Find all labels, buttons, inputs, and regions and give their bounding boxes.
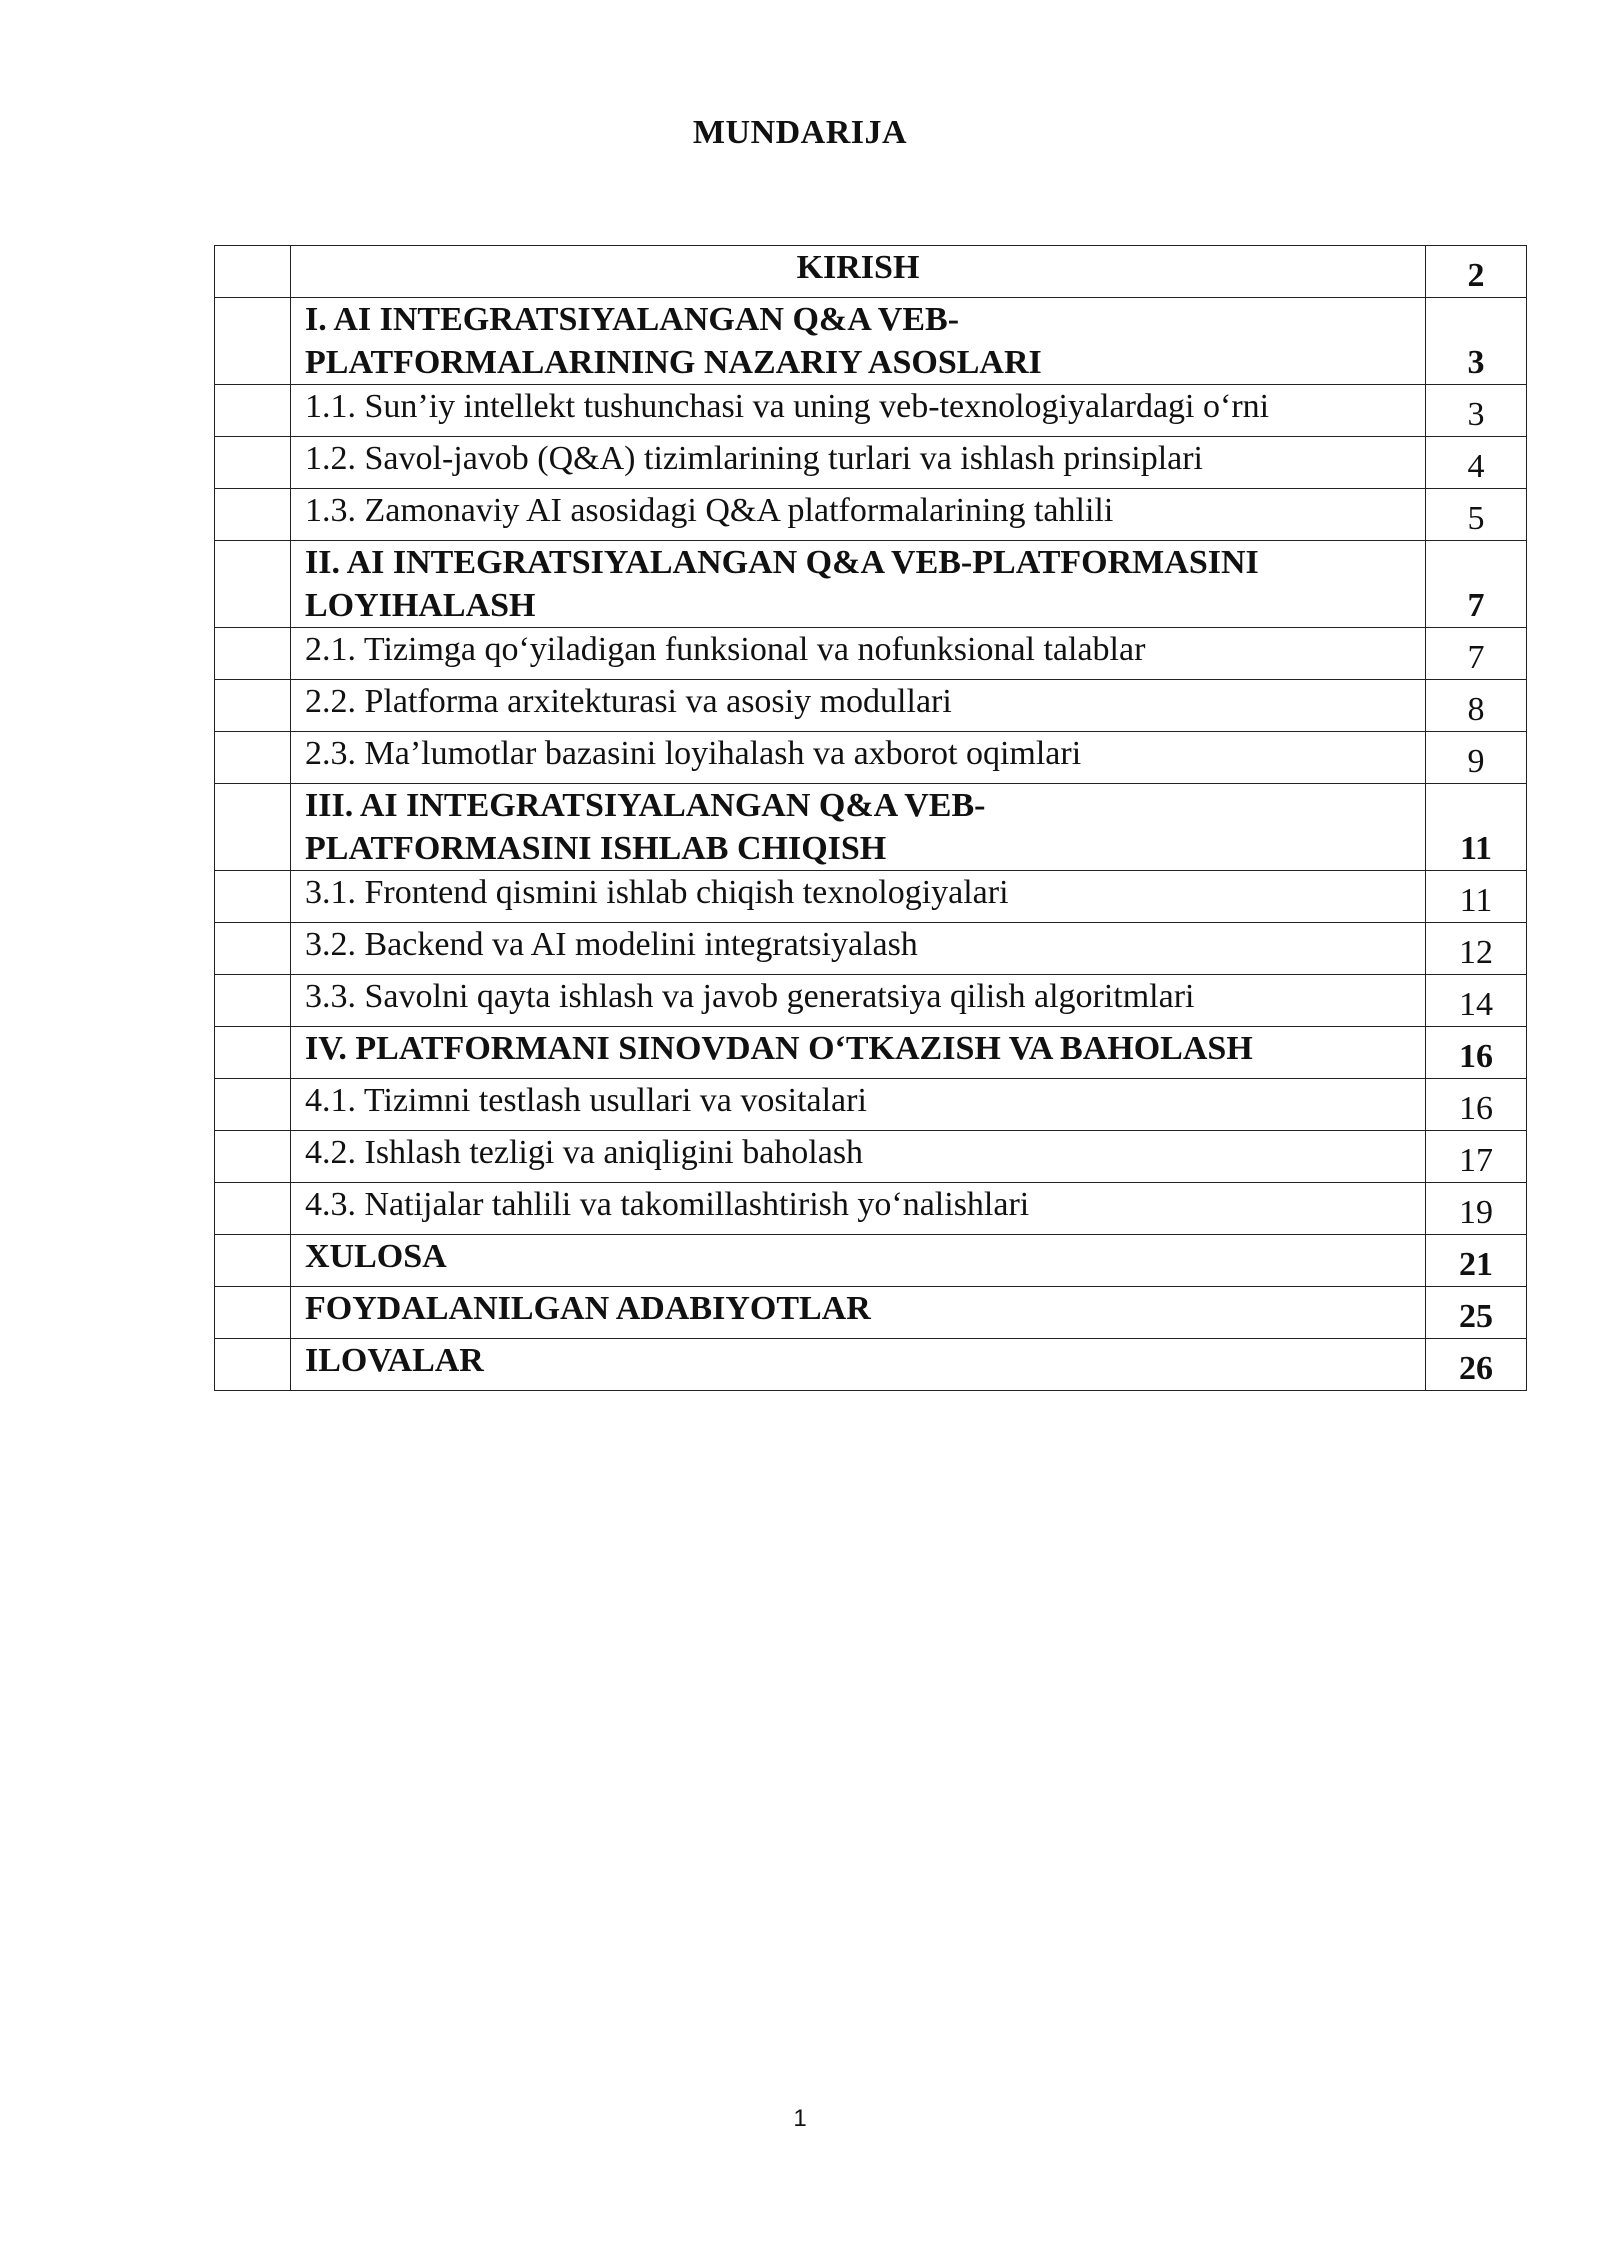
toc-entry-title: 4.1. Tizimni testlash usullari va vositalari: [291, 1079, 1426, 1131]
toc-entry-page: 7: [1426, 628, 1527, 680]
toc-entry-page: 26: [1426, 1339, 1527, 1391]
toc-row: [215, 541, 1527, 628]
document-title: MUNDARIJA: [692, 114, 908, 151]
toc-row: [215, 1079, 1527, 1131]
toc-entry-title-line: LOYIHALASH: [305, 587, 536, 624]
toc-entry-title-line: II. AI INTEGRATSIYALANGAN Q&A VEB-PLATFORMASINI: [305, 544, 1259, 581]
toc-entry-title: 1.3. Zamonaviy AI asosidagi Q&A platformalarining tahlili: [291, 489, 1426, 541]
toc-entry-title: XULOSA: [291, 1235, 1426, 1287]
toc-entry-page: 16: [1426, 1079, 1527, 1131]
toc-entry-page: 16: [1426, 1027, 1527, 1079]
toc-entry-title: 3.3. Savolni qayta ishlash va javob generatsiya qilish algoritmlari: [291, 975, 1426, 1027]
toc-row: [215, 437, 1527, 489]
page-number: 1: [793, 2105, 807, 2132]
toc-entry-page: 21: [1426, 1235, 1527, 1287]
toc-row-blank-cell: [215, 1287, 291, 1339]
toc-entry-title: 4.3. Natijalar tahlili va takomillashtirish yo‘nalishlari: [291, 1183, 1426, 1235]
toc-row-blank-cell: [215, 1079, 291, 1131]
toc-row-blank-cell: [215, 732, 291, 784]
toc-row-blank-cell: [215, 923, 291, 975]
toc-entry-title: 2.1. Tizimga qo‘yiladigan funksional va nofunksional talablar: [291, 628, 1426, 680]
toc-entry-page: 17: [1426, 1131, 1527, 1183]
toc-entry-title: 1.1. Sun’iy intellekt tushunchasi va uning veb-texnologiyalardagi o‘rni: [291, 385, 1426, 437]
toc-row-blank-cell: [215, 628, 291, 680]
toc-entry-page: 9: [1426, 732, 1527, 784]
toc-row: [215, 871, 1527, 923]
toc-entry-title-line: III. AI INTEGRATSIYALANGAN Q&A VEB-: [305, 787, 986, 824]
toc-row: [215, 732, 1527, 784]
toc-entry-title: 3.2. Backend va AI modelini integratsiyalash: [291, 923, 1426, 975]
toc-entry-title: KIRISH: [291, 246, 1426, 298]
toc-entry-page: 14: [1426, 975, 1527, 1027]
toc-row-blank-cell: [215, 246, 291, 298]
toc-row: [215, 489, 1527, 541]
toc-row-blank-cell: [215, 1027, 291, 1079]
toc-entry-title: ILOVALAR: [291, 1339, 1426, 1391]
toc-row-blank-cell: [215, 1131, 291, 1183]
toc-row-blank-cell: [215, 784, 291, 871]
toc-entry-title-line: I. AI INTEGRATSIYALANGAN Q&A VEB-: [305, 301, 960, 338]
toc-entry-page: 8: [1426, 680, 1527, 732]
toc-row: [215, 1235, 1527, 1287]
toc-entry-title: 2.2. Platforma arxitekturasi va asosiy modullari: [291, 680, 1426, 732]
toc-entry-page: 3: [1426, 298, 1527, 385]
toc-row: [215, 680, 1527, 732]
toc-row-blank-cell: [215, 541, 291, 628]
toc-entry-page: 11: [1426, 784, 1527, 871]
toc-entry-page: 3: [1426, 385, 1527, 437]
toc-entry-page: 12: [1426, 923, 1527, 975]
toc-row-blank-cell: [215, 1339, 291, 1391]
toc-entry-title: IV. PLATFORMANI SINOVDAN O‘TKAZISH VA BAHOLASH: [291, 1027, 1426, 1079]
toc-row-blank-cell: [215, 975, 291, 1027]
toc-entry-page: 19: [1426, 1183, 1527, 1235]
toc-row: [215, 975, 1527, 1027]
toc-row: [215, 1183, 1527, 1235]
toc-row: [215, 1131, 1527, 1183]
toc-entry-title: 4.2. Ishlash tezligi va aniqligini baholash: [291, 1131, 1426, 1183]
toc-entry-title-line: PLATFORMASINI ISHLAB CHIQISH: [305, 830, 887, 867]
toc-row: [215, 1027, 1527, 1079]
toc-row: [215, 1287, 1527, 1339]
toc-row: [215, 1339, 1527, 1391]
toc-row-blank-cell: [215, 871, 291, 923]
toc-entry-page: 7: [1426, 541, 1527, 628]
toc-row-blank-cell: [215, 1183, 291, 1235]
toc-row-blank-cell: [215, 1235, 291, 1287]
toc-row-blank-cell: [215, 489, 291, 541]
toc-row: [215, 923, 1527, 975]
toc-entry-page: 4: [1426, 437, 1527, 489]
toc-entry-title: FOYDALANILGAN ADABIYOTLAR: [291, 1287, 1426, 1339]
toc-entry-page: 2: [1426, 246, 1527, 298]
toc-row: [215, 385, 1527, 437]
toc-row: [215, 628, 1527, 680]
toc-row-blank-cell: [215, 680, 291, 732]
table-of-contents: [214, 245, 1527, 1391]
toc-row-blank-cell: [215, 437, 291, 489]
toc-entry-title: [291, 541, 1426, 628]
toc-entry-title: [291, 298, 1426, 385]
toc-row: [215, 784, 1527, 871]
toc-body: [215, 246, 1527, 1391]
toc-entry-page: 25: [1426, 1287, 1527, 1339]
toc-entry-title: [291, 784, 1426, 871]
toc-entry-page: 5: [1426, 489, 1527, 541]
toc-entry-title-line: PLATFORMALARINING NAZARIY ASOSLARI: [305, 344, 1042, 381]
toc-entry-title: 2.3. Ma’lumotlar bazasini loyihalash va axborot oqimlari: [291, 732, 1426, 784]
toc-row-blank-cell: [215, 298, 291, 385]
toc-entry-page: 11: [1426, 871, 1527, 923]
toc-row-blank-cell: [215, 385, 291, 437]
toc-row: [215, 298, 1527, 385]
toc-entry-title: 3.1. Frontend qismini ishlab chiqish texnologiyalari: [291, 871, 1426, 923]
toc-entry-title: 1.2. Savol-javob (Q&A) tizimlarining turlari va ishlash prinsiplari: [291, 437, 1426, 489]
toc-row: [215, 246, 1527, 298]
